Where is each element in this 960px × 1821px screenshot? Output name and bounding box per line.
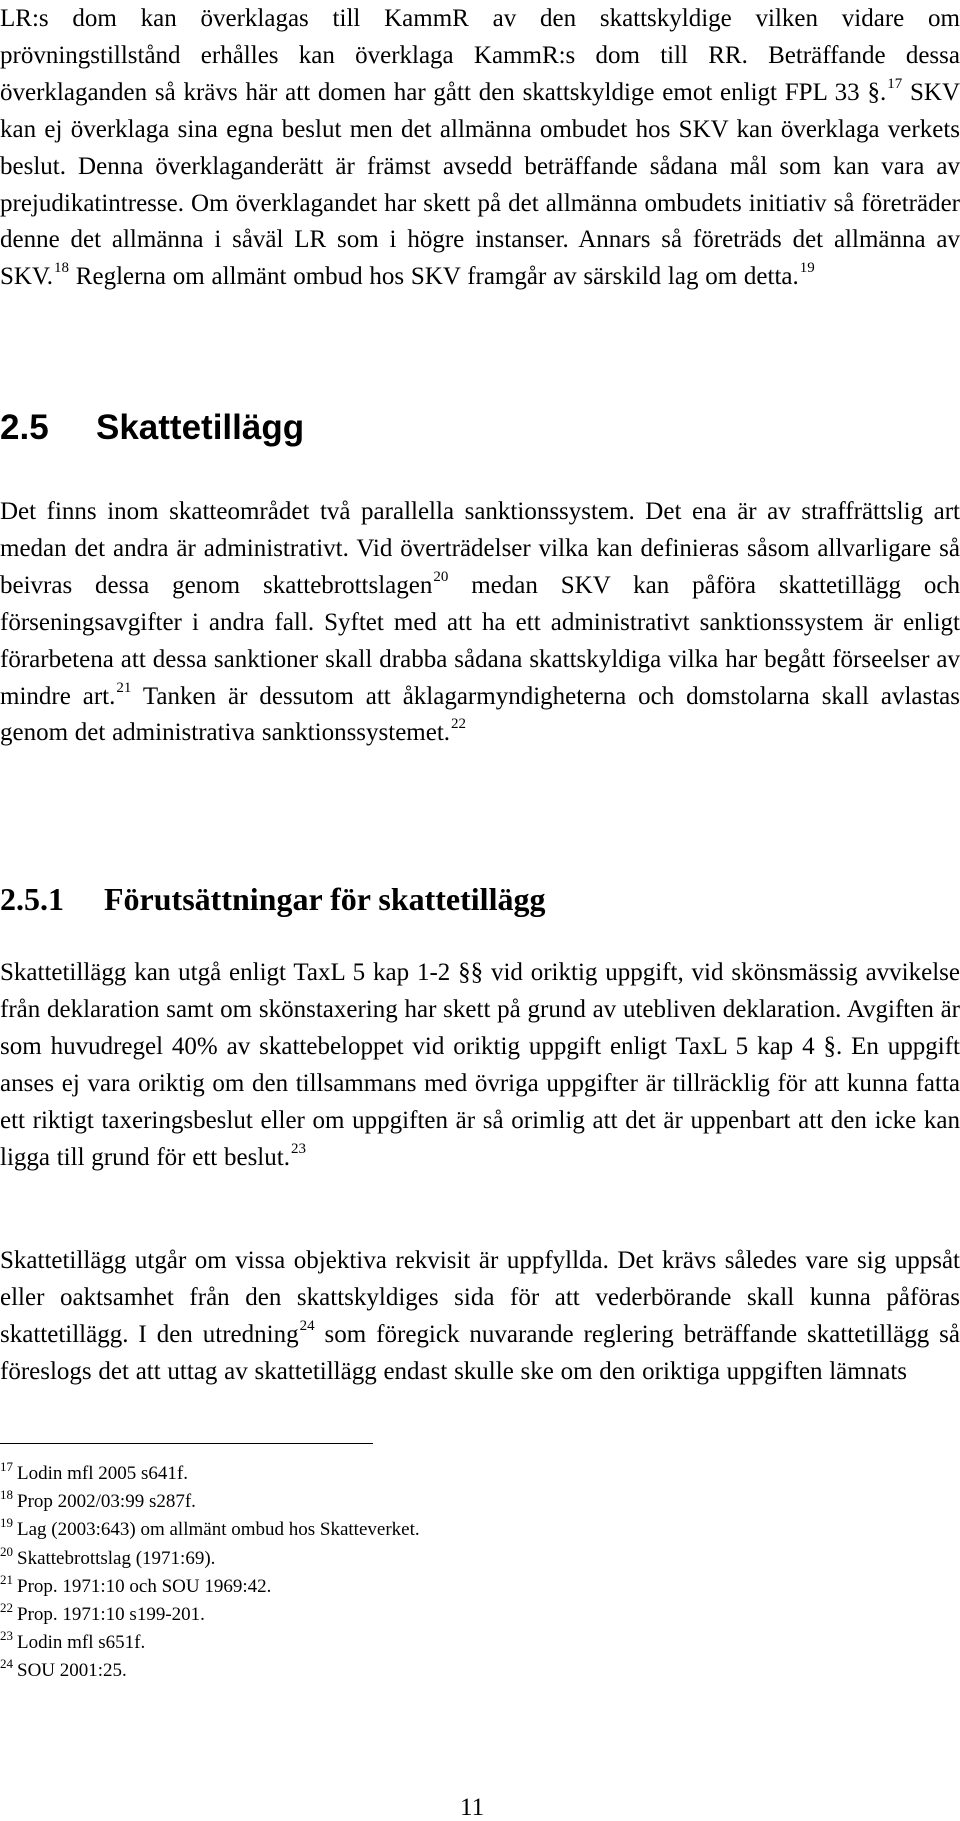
subsection-number: 2.5.1 xyxy=(0,881,64,917)
footnote xyxy=(0,1601,700,1629)
footnote-text: SOU 2001:25. xyxy=(17,1660,127,1682)
footnote xyxy=(0,1516,700,1544)
footnote-number: 24 xyxy=(0,1656,13,1672)
footnote-text: Prop. 1971:10 s199-201. xyxy=(17,1604,205,1626)
footnote-ref-23[interactable]: 23 xyxy=(290,1140,306,1157)
subsection-heading xyxy=(0,881,545,917)
paragraph-text: Reglerna om allmänt ombud hos SKV framgår av särskild lag om detta. xyxy=(69,263,799,291)
footnote xyxy=(0,1573,700,1601)
paragraph-text: Det finns inom skatteområdet två parallella sanktionssystem. Det ena är av straffrättslig art medan det andra är administrativt. Vid överträdelser vilka kan definieras såsom allvarligare så beivras dessa genom skattebrottslagen xyxy=(0,498,960,599)
footnote-number: 17 xyxy=(0,1459,13,1474)
paragraph-text: SKV kan ej överklaga sina egna beslut men det allmänna ombudet hos SKV kan överklaga verkets beslut. Denna överklaganderätt är främst avsedd beträffande sådana mål som kan vara av prejudikatintresse. Om överklagandet har skett på det allmänna ombudets initiativ så företräder denne det allmänna i såväl LR som i högre instanser. Annars så företräds det allmänna av SKV. xyxy=(0,78,960,291)
footnote xyxy=(0,1460,700,1488)
page-number: 11 xyxy=(460,1794,485,1821)
footnote-text: Lag (2003:643) om allmänt ombud hos Skatteverket. xyxy=(17,1519,420,1541)
footnote-text: Lodin mfl s651f. xyxy=(17,1632,146,1654)
paragraph-conditions xyxy=(0,955,960,1176)
footnote-text: Prop. 1971:10 och SOU 1969:42. xyxy=(17,1575,272,1597)
footnote-number: 19 xyxy=(0,1515,13,1531)
footnote-text: Lodin mfl 2005 s641f. xyxy=(17,1463,188,1484)
footnote-ref-17[interactable]: 17 xyxy=(887,75,903,92)
footnote-number: 23 xyxy=(0,1628,13,1644)
footnote xyxy=(0,1657,700,1685)
paragraph-text: LR:s dom kan överklagas till KammR av den skattskyldige vilken vidare om prövningstillstånd erhålles kan överklaga KammR:s dom till RR. Beträffande dessa överklaganden så krävs här att domen har gått den skattskyldige emot enligt FPL 33 §. xyxy=(0,5,960,106)
footnote-separator xyxy=(0,1443,373,1444)
footnote-number: 22 xyxy=(0,1600,13,1616)
footnote-number: 20 xyxy=(0,1543,13,1559)
paragraph-text: Skattetillägg utgår om vissa objektiva rekvisit är uppfyllda. Det krävs således vare sig uppsåt eller oaktsamhet från den skattskyldiges sida för att vederbörande skall kunna påföras skattetillägg. I den utredning xyxy=(0,1247,960,1348)
footnote-ref-24[interactable]: 24 xyxy=(299,1317,315,1334)
paragraph-objective-requisites xyxy=(0,1243,960,1391)
footnote-number: 21 xyxy=(0,1571,13,1587)
footnotes xyxy=(0,1460,700,1686)
footnote xyxy=(0,1488,700,1516)
footnote-ref-20[interactable]: 20 xyxy=(433,568,449,585)
footnote xyxy=(0,1545,700,1573)
footnote-text: Skattebrottslag (1971:69). xyxy=(17,1547,216,1569)
paragraph-appeals xyxy=(0,1,960,296)
subsection-title: Förutsättningar för skattetillägg xyxy=(104,881,546,917)
paragraph-text: som föregick nuvarande reglering beträffande skattetillägg så föreslogs det att uttag av skattetillägg endast skulle ske om den oriktiga uppgiften lämnats xyxy=(0,1320,960,1385)
footnote-ref-21[interactable]: 21 xyxy=(116,679,132,696)
footnote-ref-22[interactable]: 22 xyxy=(451,716,467,733)
section-title: Skattetillägg xyxy=(96,408,305,447)
paragraph-text: medan SKV kan påföra skattetillägg och förseningsavgifter i andra fall. Syftet med att ha ett administrativt sanktionssystem är enligt förarbetena att dessa sanktioner skall drabba sådana skattskyldiga vilka har begått förseelser av mindre art. xyxy=(0,571,960,710)
footnote-ref-19[interactable]: 19 xyxy=(799,260,815,277)
paragraph-text: Tanken är dessutom att åklagarmyndigheterna och domstolarna skall avlastas genom det administrativa sanktionssystemet. xyxy=(0,682,960,747)
section-number: 2.5 xyxy=(0,408,49,447)
footnote-number: 18 xyxy=(0,1487,13,1503)
footnote xyxy=(0,1629,700,1657)
paragraph-text: Skattetillägg kan utgå enligt TaxL 5 kap 1-2 §§ vid oriktig uppgift, vid skönsmässig avvikelse från deklaration samt om skönstaxering har skett på grund av utebliven deklaration. Avgiften är som huvudregel 40% av skattebeloppet vid oriktig uppgift enligt TaxL 5 kap 4 §. En uppgift anses ej vara oriktig om den tillsammans med övriga uppgifter är tillräcklig för att kunna fatta ett riktigt taxeringsbeslut eller om uppgiften är så orimlig att det är uppenbart att den icke kan ligga till grund för ett beslut. xyxy=(0,959,960,1171)
footnote-text: Prop 2002/03:99 s287f. xyxy=(17,1491,196,1513)
footnote-ref-18[interactable]: 18 xyxy=(54,260,70,277)
section-heading xyxy=(0,408,304,448)
paragraph-sanctions xyxy=(0,494,960,752)
